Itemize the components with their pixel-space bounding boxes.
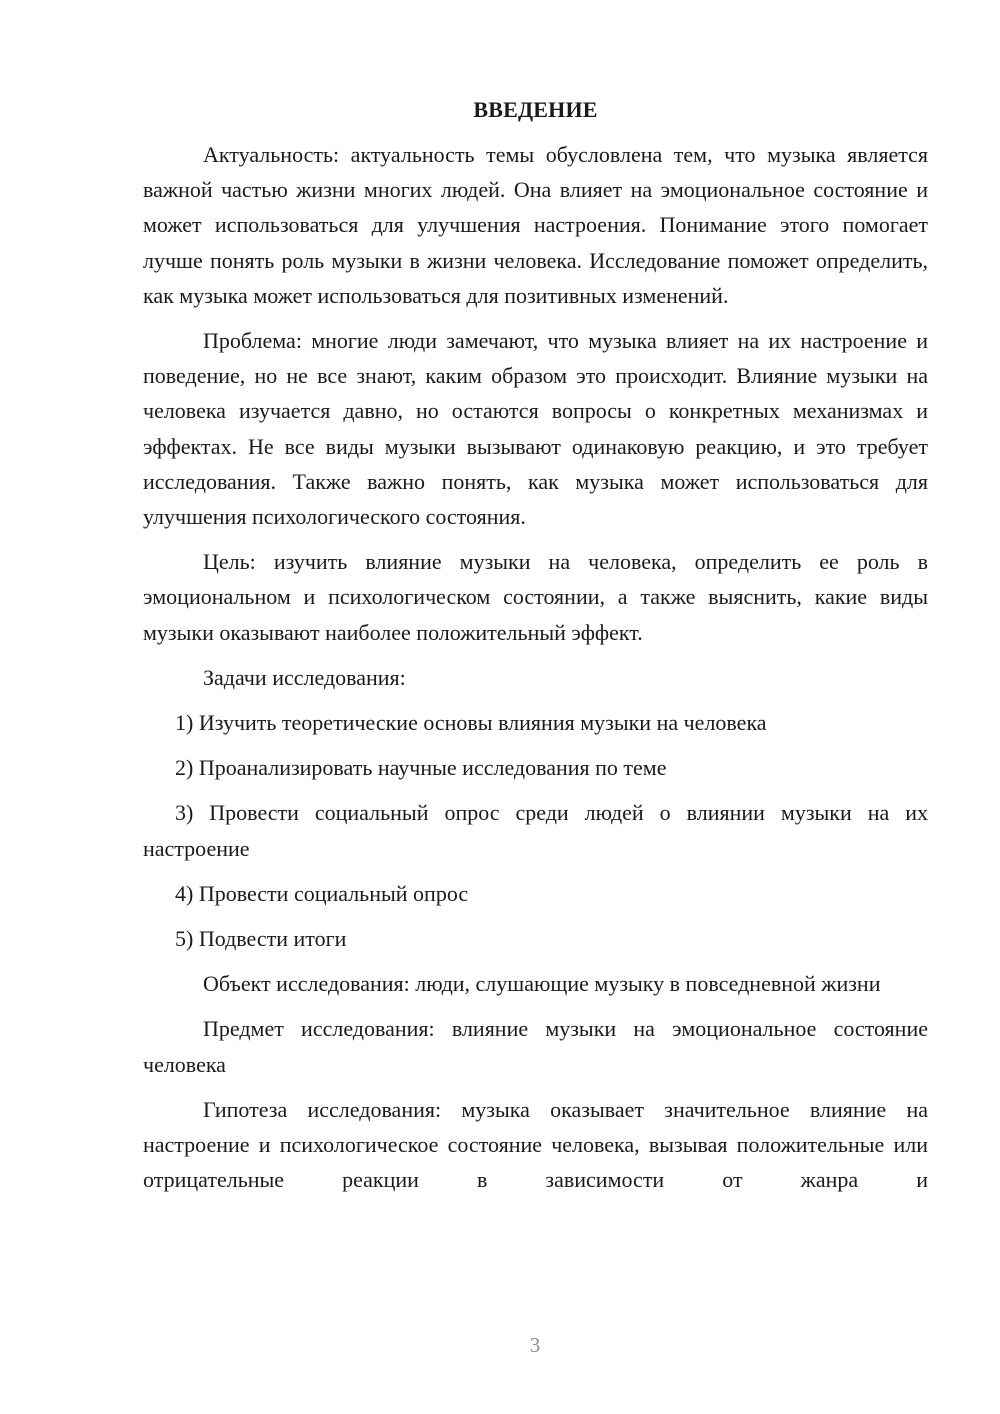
problem-paragraph: Проблема: многие люди замечают, что музыка влияет на их настроение и поведение, но не все знают, каким образом это происходит. Влияние музыки на человека изучается давно, но остаются вопросы о конкретных механизмах и эффектах. Не все виды музыки вызывают одинаковую реакцию, и это требует исследования. Также важно понять, как музыка может использоваться для улучшения психологического состояния. bbox=[143, 328, 928, 530]
task-item-3: 3) Провести социальный опрос среди людей о влиянии музыки на их настроение bbox=[143, 800, 928, 861]
object-paragraph: Объект исследования: люди, слушающие музыку в повседневной жизни bbox=[203, 971, 881, 997]
subject-paragraph: Предмет исследования: влияние музыки на эмоциональное состояние человека bbox=[143, 1016, 928, 1077]
task-item-5: 5) Подвести итоги bbox=[175, 926, 347, 952]
relevance-paragraph: Актуальность: актуальность темы обусловлена тем, что музыка является важной частью жизни многих людей. Она влияет на эмоциональное состояние и может использоваться для улучшения настроения. Понимание этого помогает лучше понять роль музыки в жизни человека. Исследование поможет определить, как музыка может использоваться для позитивных изменений. bbox=[143, 142, 928, 308]
goal-paragraph: Цель: изучить влияние музыки на человека, определить ее роль в эмоциональном и психологическом состоянии, а также выяснить, какие виды музыки оказывают наиболее положительный эффект. bbox=[143, 549, 928, 645]
page-number: 3 bbox=[529, 1333, 541, 1357]
task-item-2: 2) Проанализировать научные исследования по теме bbox=[175, 755, 667, 781]
task-item-4: 4) Провести социальный опрос bbox=[175, 880, 469, 906]
task-item-1: 1) Изучить теоретические основы влияния музыки на человека bbox=[175, 710, 767, 736]
hypothesis-paragraph: Гипотеза исследования: музыка оказывает значительное влияние на настроение и психологическое состояние человека, вызывая положительные или отрицательные реакции в зависимости от жанра и bbox=[143, 1096, 928, 1193]
section-heading: ВВЕДЕНИЕ bbox=[473, 97, 598, 122]
tasks-heading: Задачи исследования: bbox=[203, 664, 406, 690]
page-body bbox=[143, 92, 928, 1197]
